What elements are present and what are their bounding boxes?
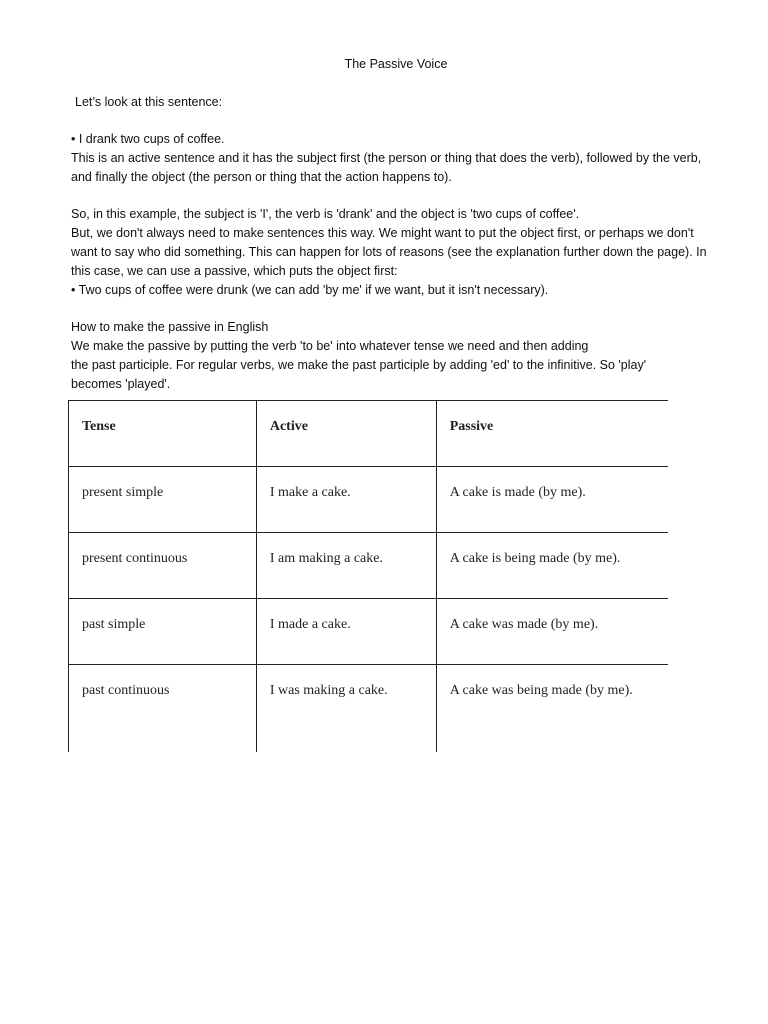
- text-line: This is an active sentence and it has the subject first (the person or thing that does the verb), followed by the verb,: [71, 151, 702, 165]
- header-active: Active: [256, 401, 436, 467]
- intro-line: [75, 93, 725, 112]
- passive-cell: A cake is being made (by me).: [436, 533, 668, 599]
- tense-cell: present simple: [69, 467, 257, 533]
- text-line: We make the passive by putting the verb 'to be' into whatever tense we need and then adding: [71, 339, 589, 353]
- text-line: want to say who did something. This can happen for lots of reasons (see the explanation further down the page). In: [71, 245, 707, 259]
- intro-text: Let’s look at this sentence:: [75, 95, 223, 109]
- table-header-row: [69, 401, 669, 467]
- tense-table: [68, 400, 668, 752]
- paragraph-how-to: [71, 318, 721, 394]
- passive-cell: A cake is made (by me).: [436, 467, 668, 533]
- text-line: this case, we can use a passive, which puts the object first:: [71, 264, 398, 278]
- table-row: [69, 467, 669, 533]
- text-line: and finally the object (the person or thing that the action happens to).: [71, 170, 452, 184]
- table-row: [69, 599, 669, 665]
- section-heading: How to make the passive in English: [71, 320, 269, 334]
- document-title: The Passive Voice: [344, 57, 448, 71]
- active-cell: I am making a cake.: [256, 533, 436, 599]
- header-passive: Passive: [436, 401, 668, 467]
- tense-cell: past simple: [69, 599, 257, 665]
- active-cell: I make a cake.: [256, 467, 436, 533]
- text-line: becomes 'played'.: [71, 377, 171, 391]
- text-line: • I drank two cups of coffee.: [71, 132, 225, 146]
- active-cell: I made a cake.: [256, 599, 436, 665]
- text-line: But, we don't always need to make sentences this way. We might want to put the object first, or perhaps we don't: [71, 226, 694, 240]
- text-line: the past participle. For regular verbs, we make the past participle by adding 'ed' to the infinitive. So 'play': [71, 358, 647, 372]
- tense-cell: present continuous: [69, 533, 257, 599]
- table-row: [69, 665, 669, 753]
- paragraph-passive-explanation: [71, 205, 721, 300]
- active-cell: I was making a cake.: [256, 665, 436, 753]
- tense-cell: past continuous: [69, 665, 257, 753]
- table-row: [69, 533, 669, 599]
- header-tense: Tense: [69, 401, 257, 467]
- passive-cell: A cake was made (by me).: [436, 599, 668, 665]
- text-line: • Two cups of coffee were drunk (we can add 'by me' if we want, but it isn't necessary).: [71, 283, 549, 297]
- passive-cell: A cake was being made (by me).: [436, 665, 668, 753]
- text-line: So, in this example, the subject is 'I', the verb is 'drank' and the object is 'two cups of coffee'.: [71, 207, 580, 221]
- paragraph-active-example: [71, 130, 721, 187]
